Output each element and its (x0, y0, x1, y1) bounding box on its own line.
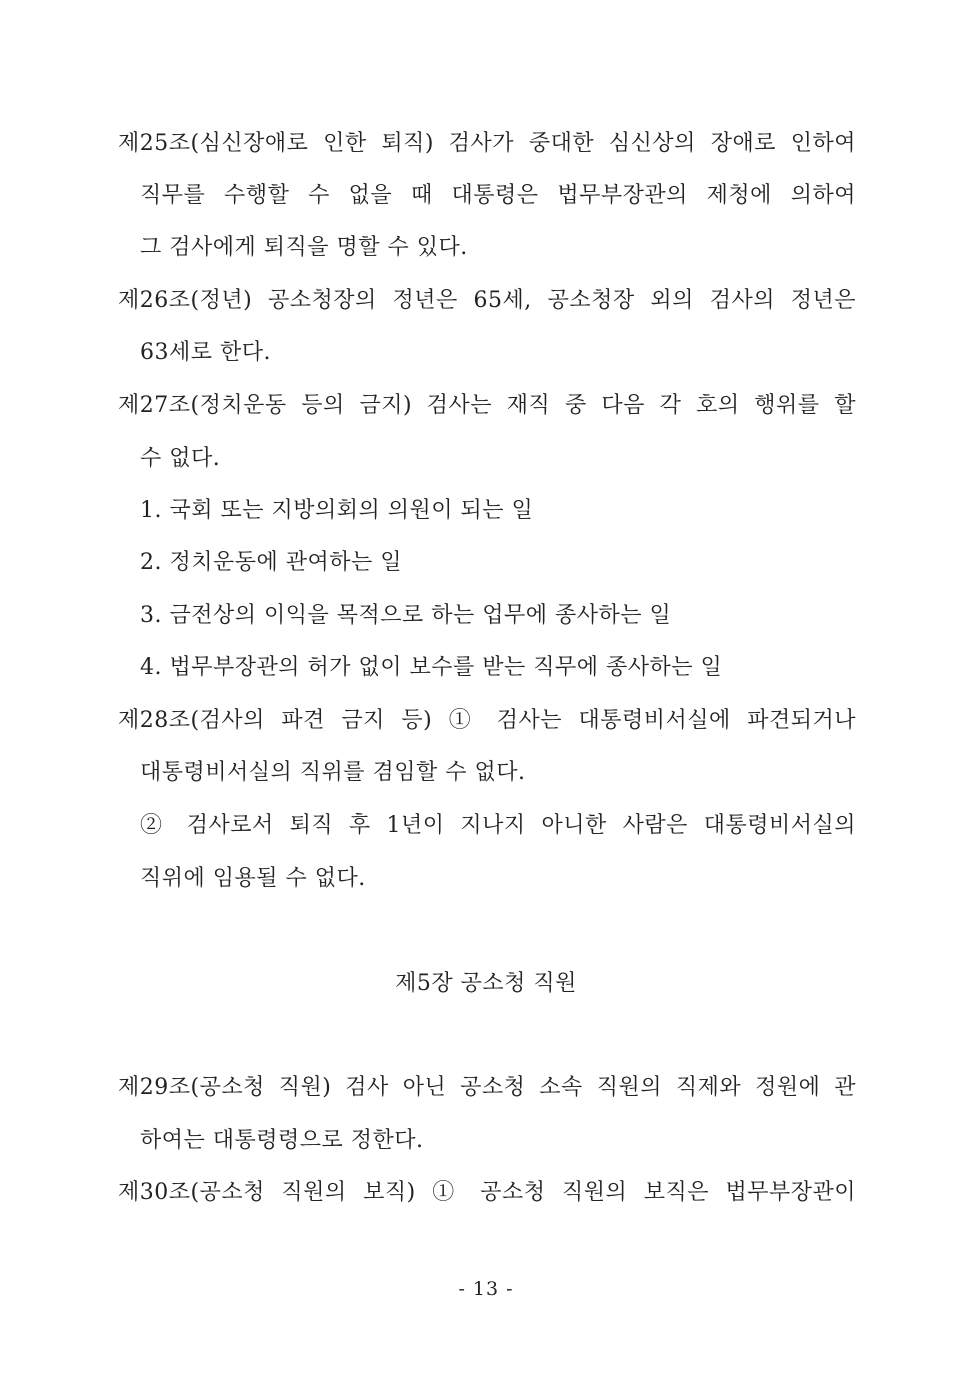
article-25-line-1: 제25조(심신장애로 인한 퇴직) 검사가 중대한 심신상의 장애로 인하여 (118, 131, 856, 156)
article-29-line-1: 제29조(공소청 직원) 검사 아닌 공소청 소속 직원의 직제와 정원에 관 (118, 1075, 856, 1100)
article-30-line-1: 제30조(공소청 직원의 보직) ① 공소청 직원의 보직은 법무부장관이 (118, 1180, 856, 1205)
article-26-line-2: 63세로 한다. (140, 340, 271, 365)
article-28-line-4: 직위에 임용될 수 없다. (140, 866, 366, 891)
article-25-line-2: 직무를 수행할 수 없을 때 대통령은 법무부장관의 제청에 의하여 (140, 183, 856, 208)
article-27-line-2: 수 없다. (140, 446, 221, 471)
article-28-line-3: ② 검사로서 퇴직 후 1년이 지나지 아니한 사람은 대통령비서실의 (140, 813, 856, 838)
article-27-item-3: 3. 금전상의 이익을 목적으로 하는 업무에 종사하는 일 (140, 603, 672, 628)
article-28-line-1: 제28조(검사의 파견 금지 등) ① 검사는 대통령비서실에 파견되거나 (118, 708, 856, 733)
article-27-item-2: 2. 정치운동에 관여하는 일 (140, 550, 402, 575)
article-26-line-1: 제26조(정년) 공소청장의 정년은 65세, 공소청장 외의 검사의 정년은 (118, 288, 856, 313)
page-number: - 13 - (458, 1278, 514, 1300)
article-27-item-1: 1. 국회 또는 지방의회의 의원이 되는 일 (140, 498, 534, 523)
chapter-5-heading: 제5장 공소청 직원 (395, 971, 577, 996)
article-29-line-2: 하여는 대통령령으로 정한다. (140, 1128, 424, 1153)
article-27-item-4: 4. 법무부장관의 허가 없이 보수를 받는 직무에 종사하는 일 (140, 655, 723, 680)
article-25-line-3: 그 검사에게 퇴직을 명할 수 있다. (140, 235, 468, 260)
article-27-line-1: 제27조(정치운동 등의 금지) 검사는 재직 중 다음 각 호의 행위를 할 (118, 393, 856, 418)
article-28-line-2: 대통령비서실의 직위를 겸임할 수 없다. (140, 760, 526, 785)
